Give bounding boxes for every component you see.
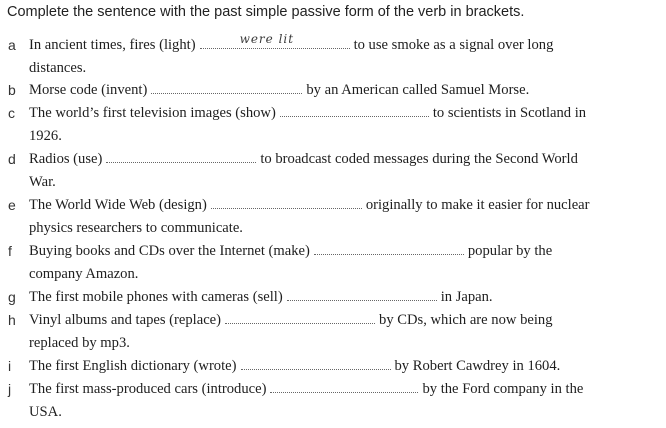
item-letter: c xyxy=(8,105,15,121)
item-letter: h xyxy=(8,312,16,328)
item-prompt: Vinyl albums and tapes (replace) xyxy=(29,312,222,328)
item-second-line: replaced by mp3. xyxy=(29,335,130,351)
item-prompt: The world’s first television images (show) xyxy=(29,105,276,121)
answer-blank[interactable] xyxy=(106,152,256,163)
answer-blank[interactable] xyxy=(225,313,375,324)
instruction-text: Complete the sentence with the past simple passive form of the verb in brackets. xyxy=(7,4,525,20)
item-continuation: by the Ford company in the xyxy=(422,381,584,397)
answer-blank[interactable] xyxy=(287,290,437,301)
item-continuation: to scientists in Scotland in xyxy=(432,105,587,121)
item-second-line: War. xyxy=(29,174,56,190)
item-prompt: Radios (use) xyxy=(29,151,103,167)
item-continuation: to broadcast coded messages during the Second World xyxy=(260,151,578,167)
answer-blank[interactable] xyxy=(241,359,391,370)
item-letter: e xyxy=(8,197,16,213)
item-prompt: The first mobile phones with cameras (sell) xyxy=(29,289,283,305)
item-text xyxy=(29,309,661,355)
item-continuation: to use smoke as a signal over long xyxy=(353,37,554,53)
item-letter: g xyxy=(8,289,16,305)
item-continuation: in Japan. xyxy=(440,289,493,305)
answer-blank[interactable] xyxy=(280,106,429,117)
item-prompt: The first English dictionary (wrote) xyxy=(29,358,237,374)
answer-blank[interactable] xyxy=(314,244,464,255)
answer-blank[interactable] xyxy=(211,198,362,209)
item-continuation: by Robert Cawdrey in 1604. xyxy=(394,358,561,374)
item-text xyxy=(29,102,661,148)
item-continuation: popular by the xyxy=(467,243,553,259)
item-second-line: 1926. xyxy=(29,128,62,144)
item-letter: a xyxy=(8,37,16,53)
item-second-line: company Amazon. xyxy=(29,266,139,282)
item-text xyxy=(29,79,661,102)
item-continuation: by CDs, which are now being xyxy=(379,312,553,328)
handwritten-answer: were lit xyxy=(239,32,295,46)
item-prompt: Buying books and CDs over the Internet (make) xyxy=(29,243,310,259)
item-second-line: distances. xyxy=(29,60,87,76)
item-text xyxy=(29,148,661,194)
item-letter: i xyxy=(8,358,12,374)
item-prompt: Morse code (invent) xyxy=(29,82,148,98)
item-text xyxy=(29,34,661,80)
item-prompt: The first mass-produced cars (introduce) xyxy=(29,381,267,397)
answer-blank[interactable] xyxy=(151,83,302,94)
item-text xyxy=(29,378,661,424)
item-second-line: physics researchers to communicate. xyxy=(29,220,243,236)
item-text xyxy=(29,286,661,309)
item-prompt: In ancient times, fires (light) xyxy=(29,37,196,53)
item-prompt: The World Wide Web (design) xyxy=(29,197,207,213)
item-text xyxy=(29,194,661,240)
item-letter: b xyxy=(8,82,16,98)
item-second-line: USA. xyxy=(29,404,62,420)
item-text xyxy=(29,240,661,286)
item-text xyxy=(29,355,661,378)
item-continuation: originally to make it easier for nuclear xyxy=(365,197,590,213)
item-letter: d xyxy=(8,151,16,167)
answer-blank[interactable] xyxy=(200,32,350,49)
item-letter: j xyxy=(8,381,12,397)
answer-blank[interactable] xyxy=(270,382,418,393)
item-letter: f xyxy=(8,243,12,259)
item-continuation: by an American called Samuel Morse. xyxy=(306,82,530,98)
